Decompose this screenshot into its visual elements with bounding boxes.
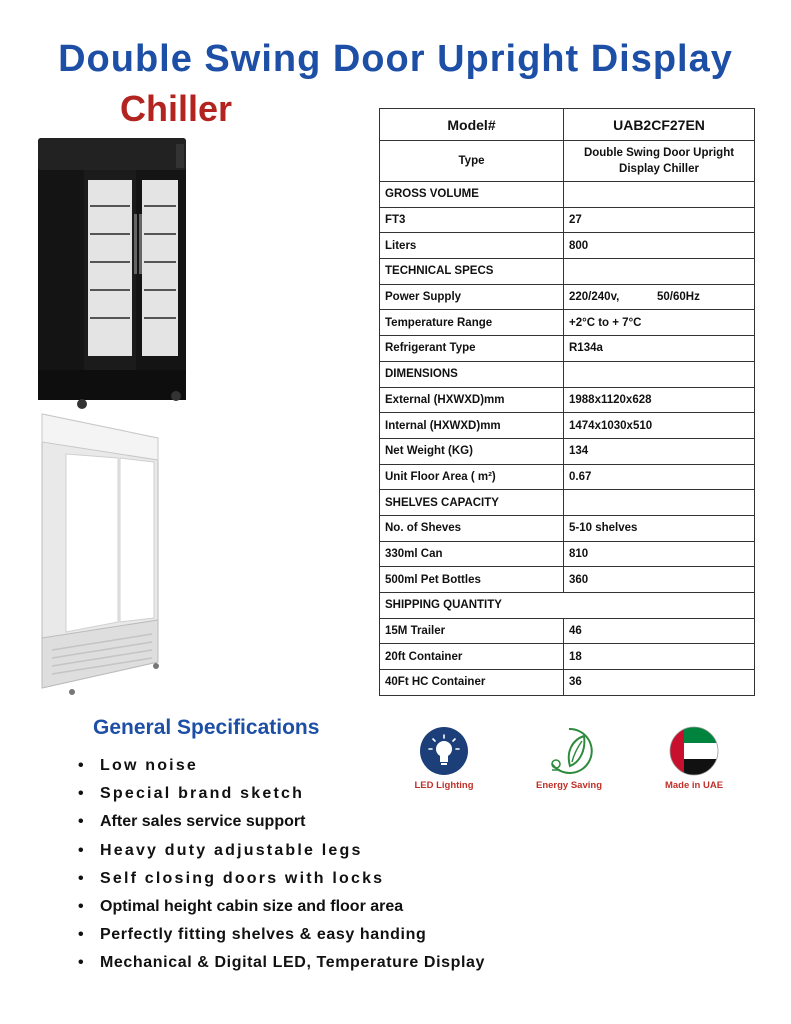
bullet: • (78, 785, 86, 803)
black-chiller-image (36, 134, 188, 410)
frequency-value: 50/60Hz (657, 291, 700, 304)
table-row (380, 593, 755, 619)
row-label: Net Weight (KG) (380, 438, 564, 464)
bullet: • (78, 869, 86, 887)
row-label: SHELVES CAPACITY (380, 490, 564, 516)
row-label: No. of Sheves (380, 515, 564, 541)
bullet: • (78, 897, 84, 915)
badge-made-in-uae (649, 726, 739, 791)
lightbulb-icon (419, 726, 469, 776)
bullet: • (78, 926, 85, 944)
table-row (380, 438, 755, 464)
spec-table (379, 108, 755, 696)
model-label: Model# (380, 109, 564, 141)
row-value (564, 259, 755, 285)
list-item-text: Special brand sketch (100, 785, 305, 803)
row-value: 810 (564, 541, 755, 567)
page-title: Double Swing Door Upright Display (58, 38, 733, 80)
list-item (78, 865, 485, 893)
row-label: 40Ft HC Container (380, 670, 564, 696)
leaf-plug-icon (544, 726, 594, 776)
list-item-text: After sales service support (100, 813, 306, 831)
row-label: GROSS VOLUME (380, 182, 564, 208)
table-row (380, 310, 755, 336)
row-label: DIMENSIONS (380, 361, 564, 387)
bullet: • (78, 954, 85, 972)
row-value: 46 (564, 618, 755, 644)
row-label: 20ft Container (380, 644, 564, 670)
uae-flag-icon (669, 726, 719, 776)
table-row (380, 336, 755, 362)
table-row (380, 284, 755, 310)
white-chiller-image (32, 410, 174, 696)
list-item (78, 921, 485, 949)
row-value: 1988x1120x628 (564, 387, 755, 413)
list-item-text: Mechanical & Digital LED, Temperature Display (100, 954, 486, 972)
table-row (380, 207, 755, 233)
row-label: 330ml Can (380, 541, 564, 567)
badge-label: LED Lighting (414, 780, 474, 791)
table-row (380, 413, 755, 439)
row-label: Liters (380, 233, 564, 259)
row-value: R134a (564, 336, 755, 362)
table-row (380, 182, 755, 208)
row-label: Unit Floor Area ( m²) (380, 464, 564, 490)
row-value: 1474x1030x510 (564, 413, 755, 439)
row-label: 15M Trailer (380, 618, 564, 644)
page-title-product: Chiller (120, 88, 233, 129)
row-value: 800 (564, 233, 755, 259)
table-row (380, 618, 755, 644)
row-value: 27 (564, 207, 755, 233)
table-row (380, 541, 755, 567)
table-row (380, 515, 755, 541)
table-row (380, 259, 755, 285)
row-label: Refrigerant Type (380, 336, 564, 362)
voltage-value: 220/240v, (569, 291, 620, 304)
list-item-text: Optimal height cabin size and floor area (100, 897, 404, 915)
list-item (78, 808, 485, 836)
row-label: FT3 (380, 207, 564, 233)
row-label: Internal (HXWXD)mm (380, 413, 564, 439)
table-row (380, 670, 755, 696)
row-value: 360 (564, 567, 755, 593)
row-label-span: SHIPPING QUANTITY (380, 593, 755, 619)
row-label: Temperature Range (380, 310, 564, 336)
row-value (564, 182, 755, 208)
list-item (78, 837, 485, 865)
row-value: 5-10 shelves (564, 515, 755, 541)
row-label: TECHNICAL SPECS (380, 259, 564, 285)
list-item-text: Heavy duty adjustable legs (100, 841, 363, 859)
table-row-type (380, 141, 755, 182)
table-row (380, 490, 755, 516)
general-specs-title: General Specifications (93, 716, 320, 739)
row-value: +2°C to + 7°C (564, 310, 755, 336)
row-value: 18 (564, 644, 755, 670)
list-item-text: Low noise (100, 757, 199, 774)
table-row (380, 464, 755, 490)
bullet: • (78, 841, 86, 859)
list-item-text: Perfectly fitting shelves & easy handing (100, 926, 427, 944)
row-label: 500ml Pet Bottles (380, 567, 564, 593)
model-value: UAB2CF27EN (564, 109, 755, 141)
badge-led-lighting (399, 726, 489, 791)
list-item-text: Self closing doors with locks (100, 869, 385, 887)
row-value: 0.67 (564, 464, 755, 490)
row-value (564, 361, 755, 387)
row-value (564, 284, 755, 310)
table-row (380, 233, 755, 259)
table-row (380, 387, 755, 413)
table-row (380, 644, 755, 670)
type-value: Double Swing Door Upright Display Chiller (564, 141, 755, 182)
row-value: 36 (564, 670, 755, 696)
table-row (380, 567, 755, 593)
badge-label: Energy Saving (536, 780, 602, 791)
table-header-row (380, 109, 755, 141)
bullet: • (78, 813, 84, 831)
type-label: Type (380, 141, 564, 182)
row-value: 134 (564, 438, 755, 464)
badge-label: Made in UAE (664, 780, 724, 791)
row-value (564, 490, 755, 516)
list-item (78, 949, 485, 977)
table-row (380, 361, 755, 387)
bullet: • (78, 757, 86, 774)
row-label: External (HXWXD)mm (380, 387, 564, 413)
badge-energy-saving (524, 726, 614, 791)
list-item (78, 893, 485, 921)
row-label: Power Supply (380, 284, 564, 310)
